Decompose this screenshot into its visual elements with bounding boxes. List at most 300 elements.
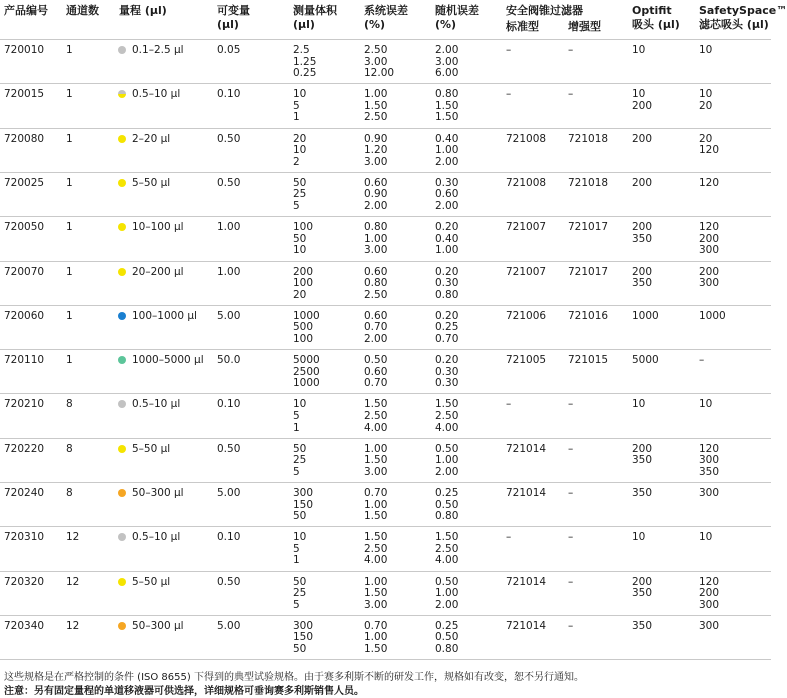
cell-sys-value: 0.80: [364, 221, 388, 234]
cell-vol-value: 1: [293, 554, 300, 567]
header-systematic-unit: (%): [364, 18, 386, 31]
cell-optifit: [632, 488, 652, 500]
cell-vol-value: 500: [293, 321, 314, 334]
cell-sys-value: 0.70: [364, 377, 388, 390]
cell-sys-value: 1.50: [364, 587, 388, 600]
cell-sys-value: 3.00: [364, 244, 388, 257]
cell-code: [4, 621, 44, 633]
table-row: [0, 526, 771, 571]
cell-rnd-value: 0.25: [435, 321, 459, 334]
table-row: [0, 571, 771, 616]
header-systematic-label: 系统误差: [364, 4, 408, 17]
cell-increment-value: 1.00: [217, 265, 241, 278]
cell-sys-value: 1.00: [364, 498, 388, 511]
cell-safety-value: 300: [699, 487, 720, 499]
cell-safety-value: 120: [699, 442, 720, 455]
cell-optifit-value: 350: [632, 487, 653, 499]
header-optifit-label: Optifit: [632, 4, 672, 17]
cell-vol: [293, 134, 306, 169]
cell-std-value: 721014: [506, 619, 547, 632]
header-channels: 通道数: [66, 4, 99, 17]
cell-safety: [699, 311, 726, 323]
cell-vol-value: 1: [293, 421, 300, 434]
cell-sys-value: 1.20: [364, 144, 388, 157]
cell-increment: [217, 222, 240, 234]
header-filter-enhanced: 增强型: [568, 20, 601, 33]
cell-vol-value: 2500: [293, 365, 320, 378]
cell-safety-value: 200: [699, 587, 720, 600]
cell-std-value: 721006: [506, 309, 547, 322]
cell-code: [4, 355, 44, 367]
cell-sys: [364, 399, 387, 434]
cell-std: [506, 355, 546, 367]
cell-vol: [293, 621, 313, 656]
range-color-dot-icon: [118, 312, 126, 320]
cell-std-value: –: [506, 88, 512, 101]
cell-optifit: [632, 311, 659, 323]
cell-vol-value: 300: [293, 619, 314, 632]
cell-sys-value: 1.50: [364, 643, 388, 656]
cell-increment-value: 0.10: [217, 531, 241, 544]
header-random: [435, 4, 479, 32]
header-test-volume-label: 测量体积: [293, 4, 337, 17]
cell-increment: [217, 577, 240, 589]
cell-code-value: 720070: [4, 265, 45, 278]
cell-rnd: [435, 178, 458, 213]
range-color-dot-icon: [118, 533, 126, 541]
cell-rnd-value: 0.80: [435, 510, 459, 523]
range-color-dot-icon: [118, 400, 126, 408]
cell-channels-value: 12: [66, 575, 80, 588]
cell-code: [4, 178, 44, 190]
cell-std-value: 721007: [506, 221, 547, 234]
table-row: [0, 261, 771, 306]
cell-increment: [217, 355, 240, 367]
cell-enh: [568, 178, 608, 190]
cell-channels-value: 12: [66, 531, 80, 544]
range-color-dot-icon: [118, 223, 126, 231]
cell-rnd-value: 0.30: [435, 377, 459, 390]
cell-vol-value: 1000: [293, 377, 320, 390]
cell-optifit-value: 200: [632, 99, 653, 112]
cell-code: [4, 532, 44, 544]
cell-rnd: [435, 222, 458, 257]
cell-range: 0.5–10 µl: [132, 398, 181, 411]
cell-sys-value: 0.70: [364, 619, 388, 632]
cell-sys-value: 0.80: [364, 277, 388, 290]
cell-rnd-value: 0.80: [435, 643, 459, 656]
table-row: [0, 39, 771, 84]
cell-sys-value: 0.50: [364, 354, 388, 367]
cell-safety: [699, 267, 719, 290]
cell-increment-value: 0.50: [217, 176, 241, 189]
header-increment-unit: (µl): [217, 18, 239, 31]
cell-channels: [66, 621, 79, 633]
cell-rnd-value: 1.00: [435, 587, 459, 600]
cell-optifit: [632, 178, 652, 190]
cell-rnd-value: 4.00: [435, 421, 459, 434]
cell-vol-value: 150: [293, 631, 314, 644]
cell-rnd-value: 0.40: [435, 132, 459, 145]
cell-code: [4, 399, 44, 411]
cell-sys: [364, 89, 387, 124]
cell-channels-value: 1: [66, 44, 73, 56]
cell-code-value: 720110: [4, 354, 45, 367]
header-test-volume-unit: (µl): [293, 18, 315, 31]
cell-range: 0.1–2.5 µl: [132, 44, 184, 56]
cell-optifit-value: 200: [632, 265, 653, 278]
cell-safety: [699, 621, 719, 633]
cell-rnd-value: 0.25: [435, 487, 459, 499]
table-row: [0, 482, 771, 527]
cell-channels-value: 8: [66, 398, 73, 411]
cell-rnd-value: 0.40: [435, 232, 459, 245]
cell-enh: [568, 222, 608, 234]
cell-channels-value: 1: [66, 265, 73, 278]
cell-sys-value: 2.00: [364, 332, 388, 345]
cell-rnd-value: 0.80: [435, 88, 459, 101]
cell-std-value: 721014: [506, 487, 547, 499]
cell-vol-value: 50: [293, 442, 307, 455]
cell-code: [4, 134, 44, 146]
cell-sys-value: 2.50: [364, 542, 388, 555]
cell-code-value: 720060: [4, 309, 45, 322]
cell-rnd-value: 1.50: [435, 99, 459, 112]
cell-safety-value: 200: [699, 265, 720, 278]
cell-sys: [364, 267, 387, 302]
cell-optifit: [632, 355, 659, 367]
cell-sys-value: 2.50: [364, 288, 388, 301]
cell-enh-value: –: [568, 398, 574, 411]
cell-sys: [364, 134, 387, 169]
cell-vol: [293, 444, 306, 479]
cell-safety-value: –: [699, 354, 705, 367]
cell-safety-value: 120: [699, 221, 720, 234]
cell-sys-value: 1.50: [364, 398, 388, 411]
header-systematic: [364, 4, 408, 32]
cell-sys-value: 0.90: [364, 132, 388, 145]
cell-increment-value: 1.00: [217, 221, 241, 234]
cell-std: [506, 267, 546, 279]
cell-code-value: 720240: [4, 487, 45, 499]
cell-rnd: [435, 134, 458, 169]
cell-vol-value: 10: [293, 531, 307, 544]
header-test-volume: [293, 4, 337, 32]
cell-std: [506, 488, 546, 500]
cell-code: [4, 577, 44, 589]
cell-rnd-value: 2.50: [435, 409, 459, 422]
cell-vol-value: 100: [293, 332, 314, 345]
cell-enh-value: 721016: [568, 309, 609, 322]
cell-rnd-value: 1.00: [435, 244, 459, 257]
cell-std: [506, 399, 511, 411]
cell-sys-value: 0.60: [364, 176, 388, 189]
cell-vol-value: 1: [293, 111, 300, 124]
cell-rnd-value: 0.70: [435, 332, 459, 345]
cell-std: [506, 577, 546, 589]
cell-rnd-value: 3.00: [435, 55, 459, 68]
cell-enh: [568, 621, 573, 633]
table-row: [0, 83, 771, 128]
cell-optifit-value: 10: [632, 44, 646, 56]
cell-vol-value: 20: [293, 288, 307, 301]
cell-sys: [364, 444, 387, 479]
cell-vol-value: 5: [293, 99, 300, 112]
table-bottom-rule: [0, 659, 771, 660]
cell-std: [506, 45, 511, 57]
range-color-dot-icon: [118, 179, 126, 187]
cell-code: [4, 89, 44, 101]
cell-channels-value: 12: [66, 619, 80, 632]
cell-enh: [568, 444, 573, 456]
table-row: [0, 615, 771, 660]
cell-rnd: [435, 267, 458, 302]
range-color-dot-icon: [118, 622, 126, 630]
cell-increment-value: 0.50: [217, 575, 241, 588]
cell-vol-value: 5: [293, 542, 300, 555]
footer-attention: 注意：另有固定量程的单道移液器可供选择，详细规格可垂询赛多利斯销售人员。: [4, 686, 364, 697]
range-color-dot-icon: [118, 46, 126, 54]
cell-enh: [568, 89, 573, 101]
cell-safety-value: 1000: [699, 309, 726, 322]
cell-safety-value: 300: [699, 454, 720, 467]
cell-vol-value: 150: [293, 498, 314, 511]
table-header: [0, 2, 787, 40]
cell-safety-value: 120: [699, 176, 720, 189]
header-random-unit: (%): [435, 18, 457, 31]
cell-vol-value: 0.25: [293, 67, 317, 80]
cell-channels: [66, 222, 73, 234]
cell-enh: [568, 355, 608, 367]
cell-vol-value: 2.5: [293, 44, 310, 56]
cell-sys-value: 2.50: [364, 44, 388, 56]
cell-vol-value: 50: [293, 575, 307, 588]
cell-code-value: 720340: [4, 619, 45, 632]
cell-increment: [217, 444, 240, 456]
cell-sys: [364, 222, 387, 257]
cell-rnd-value: 0.25: [435, 619, 459, 632]
header-increment-label: 可变量: [217, 4, 250, 17]
cell-increment-value: 0.05: [217, 44, 241, 56]
cell-increment-value: 5.00: [217, 309, 241, 322]
cell-sys-value: 3.00: [364, 465, 388, 478]
cell-rnd-value: 2.00: [435, 465, 459, 478]
cell-range: 1000–5000 µl: [132, 354, 204, 367]
cell-vol: [293, 488, 313, 523]
cell-vol: [293, 399, 306, 434]
cell-std-value: 721008: [506, 132, 547, 145]
cell-safety-value: 20: [699, 99, 713, 112]
cell-safety: [699, 488, 719, 500]
cell-sys-value: 1.50: [364, 531, 388, 544]
cell-std: [506, 89, 511, 101]
cell-rnd: [435, 311, 458, 346]
cell-rnd-value: 0.50: [435, 631, 459, 644]
cell-sys-value: 0.60: [364, 309, 388, 322]
range-color-dot-icon: [118, 578, 126, 586]
cell-code-value: 720320: [4, 575, 45, 588]
cell-vol: [293, 89, 306, 124]
cell-sys-value: 0.60: [364, 265, 388, 278]
range-color-dot-icon: [118, 489, 126, 497]
cell-channels-value: 1: [66, 88, 73, 101]
cell-safety: [699, 444, 719, 479]
cell-range: 5–50 µl: [132, 575, 171, 588]
cell-sys-value: 1.00: [364, 232, 388, 245]
cell-code-value: 720015: [4, 88, 45, 101]
cell-rnd-value: 1.50: [435, 398, 459, 411]
table-row: [0, 438, 771, 483]
cell-safety-value: 10: [699, 531, 713, 544]
header-safetyspace: [699, 4, 787, 32]
cell-rnd-value: 0.50: [435, 498, 459, 511]
cell-code-value: 720050: [4, 221, 45, 234]
cell-std: [506, 178, 546, 190]
cell-range: 50–300 µl: [132, 619, 184, 632]
cell-optifit-value: 350: [632, 454, 653, 467]
cell-channels-value: 1: [66, 176, 73, 189]
cell-enh-value: –: [568, 575, 574, 588]
cell-enh: [568, 399, 573, 411]
cell-channels: [66, 532, 79, 544]
cell-sys-value: 1.00: [364, 88, 388, 101]
cell-vol-value: 200: [293, 265, 314, 278]
cell-rnd-value: 2.00: [435, 200, 459, 213]
cell-rnd-value: 1.50: [435, 531, 459, 544]
cell-sys-value: 2.00: [364, 200, 388, 213]
cell-vol: [293, 267, 313, 302]
cell-range: 100–1000 µl: [132, 309, 197, 322]
cell-rnd-value: 0.30: [435, 176, 459, 189]
cell-rnd-value: 0.50: [435, 442, 459, 455]
cell-channels: [66, 178, 73, 190]
cell-range: 50–300 µl: [132, 487, 184, 499]
cell-safety: [699, 532, 712, 544]
header-product-no: 产品编号: [4, 4, 48, 17]
cell-enh: [568, 267, 608, 279]
cell-optifit-value: 200: [632, 221, 653, 234]
cell-rnd-value: 2.00: [435, 44, 459, 56]
cell-increment-value: 0.50: [217, 442, 241, 455]
header-safetyspace-sub: 滤芯吸头 (µl): [699, 18, 769, 31]
cell-channels: [66, 355, 73, 367]
cell-std-value: 721014: [506, 442, 547, 455]
cell-rnd-value: 0.20: [435, 265, 459, 278]
cell-vol: [293, 311, 320, 346]
cell-optifit-value: 1000: [632, 309, 659, 322]
cell-std-value: 721005: [506, 354, 547, 367]
cell-optifit: [632, 267, 652, 290]
cell-rnd-value: 0.20: [435, 354, 459, 367]
cell-enh-value: –: [568, 531, 574, 544]
cell-std: [506, 532, 511, 544]
cell-vol-value: 25: [293, 188, 307, 201]
header-optifit-sub: 吸头 (µl): [632, 18, 680, 31]
cell-rnd-value: 4.00: [435, 554, 459, 567]
cell-increment: [217, 267, 240, 279]
cell-enh: [568, 311, 608, 323]
cell-optifit-value: 10: [632, 398, 646, 411]
cell-rnd-value: 0.50: [435, 575, 459, 588]
cell-vol: [293, 577, 306, 612]
cell-vol: [293, 178, 306, 213]
cell-code: [4, 311, 44, 323]
cell-safety: [699, 45, 712, 57]
cell-optifit: [632, 444, 652, 467]
cell-optifit-value: 200: [632, 176, 653, 189]
header-increment: [217, 4, 250, 32]
cell-rnd-value: 2.00: [435, 155, 459, 168]
cell-optifit-value: 200: [632, 575, 653, 588]
cell-rnd-value: 6.00: [435, 67, 459, 80]
cell-increment-value: 5.00: [217, 487, 241, 499]
header-random-label: 随机误差: [435, 4, 479, 17]
cell-safety-value: 300: [699, 277, 720, 290]
cell-vol-value: 5000: [293, 354, 320, 367]
cell-safety-value: 10: [699, 88, 713, 101]
table-row: [0, 393, 771, 438]
cell-optifit-value: 350: [632, 277, 653, 290]
cell-sys-value: 1.00: [364, 442, 388, 455]
cell-sys-value: 2.50: [364, 111, 388, 124]
cell-optifit-value: 10: [632, 531, 646, 544]
cell-optifit-value: 5000: [632, 354, 659, 367]
cell-enh-value: 721017: [568, 265, 609, 278]
cell-std-value: –: [506, 44, 512, 56]
cell-vol: [293, 222, 313, 257]
cell-rnd-value: 2.50: [435, 542, 459, 555]
cell-range: 10–100 µl: [132, 221, 184, 234]
cell-rnd: [435, 621, 458, 656]
cell-safety: [699, 577, 719, 612]
cell-vol-value: 1.25: [293, 55, 317, 68]
cell-vol-value: 50: [293, 176, 307, 189]
cell-channels: [66, 311, 73, 323]
cell-vol-value: 50: [293, 510, 307, 523]
cell-safety-value: 300: [699, 619, 720, 632]
cell-sys-value: 1.00: [364, 575, 388, 588]
cell-std: [506, 311, 546, 323]
cell-increment-value: 0.10: [217, 88, 241, 101]
cell-optifit: [632, 577, 652, 600]
cell-code-value: 720220: [4, 442, 45, 455]
cell-vol-value: 10: [293, 88, 307, 101]
cell-range: 5–50 µl: [132, 442, 171, 455]
cell-rnd-value: 0.60: [435, 188, 459, 201]
cell-enh-value: –: [568, 44, 574, 56]
cell-increment-value: 5.00: [217, 619, 241, 632]
cell-enh-value: –: [568, 487, 574, 499]
cell-channels-value: 1: [66, 309, 73, 322]
cell-rnd: [435, 89, 458, 124]
cell-safety-value: 300: [699, 598, 720, 611]
cell-enh: [568, 532, 573, 544]
cell-optifit-value: 200: [632, 132, 653, 145]
cell-increment: [217, 134, 240, 146]
cell-vol-value: 20: [293, 132, 307, 145]
cell-sys-value: 0.60: [364, 365, 388, 378]
cell-channels: [66, 267, 73, 279]
cell-channels: [66, 45, 73, 57]
cell-safety: [699, 89, 712, 112]
cell-rnd-value: 0.30: [435, 365, 459, 378]
table-row: [0, 305, 771, 350]
range-color-dot-icon: [118, 135, 126, 143]
cell-vol-value: 5: [293, 200, 300, 213]
cell-channels: [66, 399, 73, 411]
cell-optifit: [632, 222, 652, 245]
cell-increment: [217, 532, 240, 544]
